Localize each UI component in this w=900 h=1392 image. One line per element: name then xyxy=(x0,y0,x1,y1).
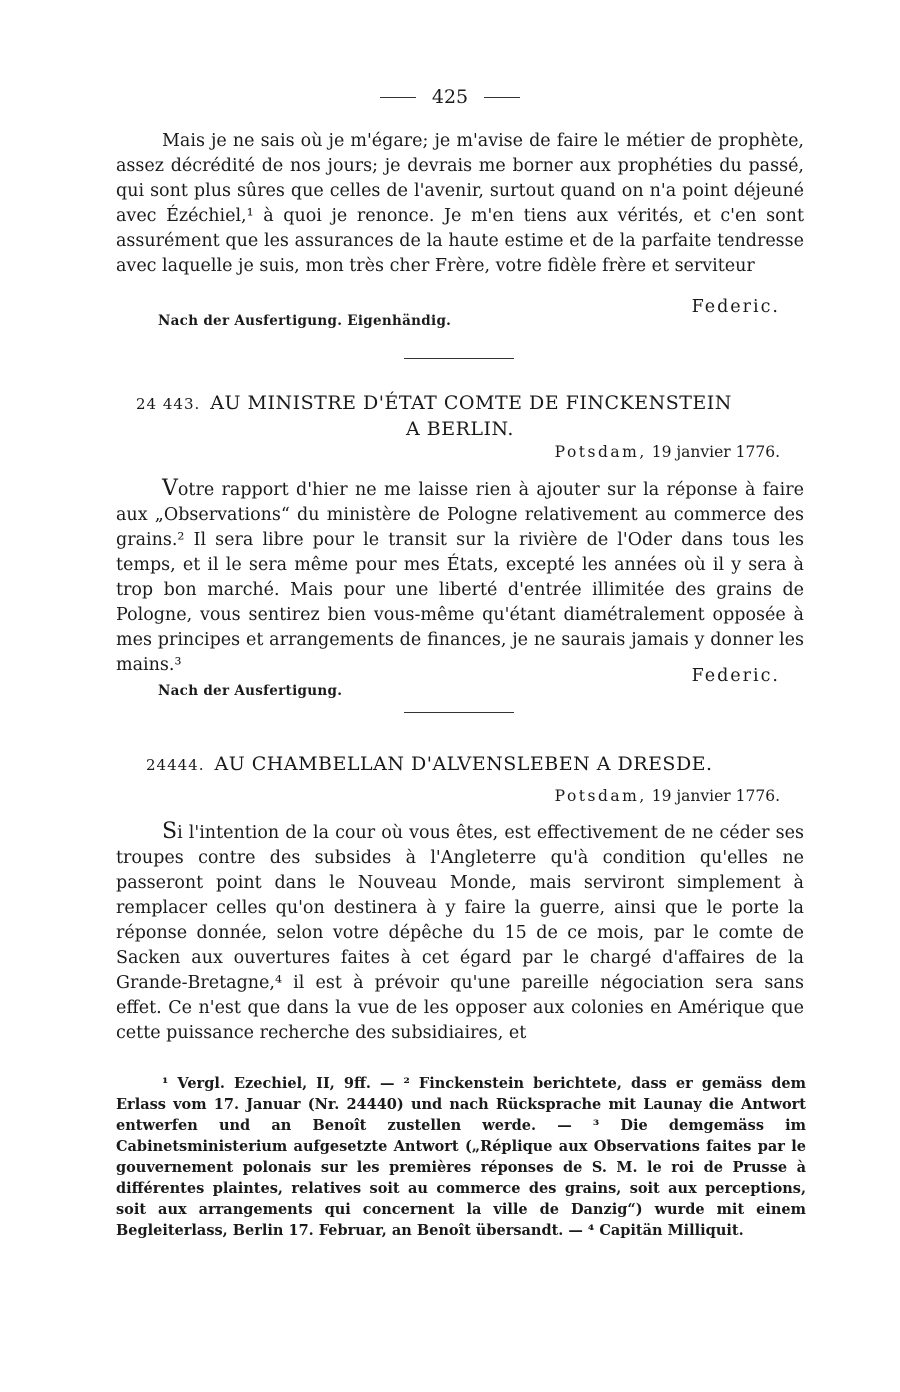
letter-24443-number: 24 443. xyxy=(136,395,201,413)
separator-rule xyxy=(404,358,514,359)
separator-rule xyxy=(404,712,514,713)
letter-24444-dateline xyxy=(555,787,780,805)
letter-24444-heading xyxy=(116,752,804,778)
letter-24443-body: otre rapport d'hier ne me laisse rien à ajouter sur la réponse à faire aux „Observations“ du ministère de Pologne relativement au commerce des grains.² Il sera libre pour le transit sur la rivière de l'Oder dans tous les temps, et il le sera même pour mes États, excepté les années où il y sera à trop bon marché. Mais pour une liberté d'entrée illimitée des grains de Pologne, vous sentirez bien vous-même qu'étant diamétralement opposée à mes principes et arrangements de finances, je ne saurais jamais y donner les mains.³ xyxy=(116,480,804,675)
letter-24443-heading-line1: AU MINISTRE D'ÉTAT COMTE DE FINCKENSTEIN xyxy=(210,392,732,414)
letter-24443-paragraph xyxy=(116,476,804,678)
letter-24444-number: 24444. xyxy=(146,756,205,774)
letter-prev-signature: Federic. xyxy=(691,297,780,317)
letter-24444-place: Potsdam, xyxy=(554,787,647,805)
letter-24443-dropcap: V xyxy=(162,476,178,501)
page-header xyxy=(0,86,900,108)
letter-24443-dateline xyxy=(555,443,780,461)
letter-24444-date: 19 janvier 1776. xyxy=(651,787,780,805)
letter-24443-source: Nach der Ausfertigung. xyxy=(158,683,343,699)
letter-24444-body: i l'intention de la cour où vous êtes, est effectivement de ne céder ses troupes contre des subsides à l'Angleterre qu'à condition qu'elles ne passeront point dans le Nouveau Monde, mais serviront simplement à remplacer celles qu'on destinera à y faire la guerre, ainsi que le porte la réponse donnée, selon votre dépêche du 15 de ce mois, par le comte de Sacken aux ouvertures faites à cet égard par le chargé d'affaires de la Grande-Bretagne,⁴ il est à prévoir qu'une pareille négociation sera sans effet. Ce n'est que dans la vue de les opposer aux colonies en Amérique que cette puissance recherche des subsidiaires, et xyxy=(116,823,804,1043)
letter-prev-paragraph: Mais je ne sais où je m'égare; je m'avise de faire le métier de prophète, assez décrédité de nos jours; je devrais me borner aux prophéties du passé, qui sont plus sûres que celles de l'avenir, surtout quand on n'a point déjeuné avec Ézéchiel,¹ à quoi je renonce. Je m'en tiens aux vérités, et c'en sont assurément que les assurances de la haute estime et de la parfaite tendresse avec laquelle je suis, mon très cher Frère, votre fidèle frère et serviteur xyxy=(116,131,804,276)
header-rule-left xyxy=(380,97,416,98)
footnotes-text: ¹ Vergl. Ezechiel, II, 9ff. — ² Finckenstein berichtete, dass er gemäss dem Erlass vom 17. Januar (Nr. 24440) und nach Rücksprache mit Launay die Antwort entwerfen und an Benoît zustellen werde. — ³ Die demgemäss im Cabinetsministerium aufgesetzte Antwort („Réplique aux Observations faites par le gouvernement polonais sur les premières réponses de S. M. le roi de Prusse à différentes plaintes, relatives soit au commerce des grains, soit aux perceptions, soit aux arrangements qui concernent la ville de Danzig“) wurde mit einem Begleiterlass, Berlin 17. Februar, an Benoît übersandt. — ⁴ Capitän Milliquit. xyxy=(116,1075,806,1239)
header-rule-right xyxy=(484,97,520,98)
letter-24444-paragraph xyxy=(116,819,804,1046)
letter-24443-signature: Federic. xyxy=(691,666,780,686)
letter-prev-source: Nach der Ausfertigung. Eigenhändig. xyxy=(158,313,452,329)
letter-24444-dropcap: S xyxy=(162,819,178,844)
letter-24443-date: 19 janvier 1776. xyxy=(651,443,780,461)
footnotes xyxy=(116,1073,806,1241)
letter-24443-place: Potsdam, xyxy=(554,443,647,461)
letter-24443-heading xyxy=(116,391,804,442)
letter-24444-heading-text: AU CHAMBELLAN D'ALVENSLEBEN A DRESDE. xyxy=(214,753,713,775)
letter-24443-heading-line2: A BERLIN. xyxy=(406,418,514,440)
page-number: 425 xyxy=(431,86,469,108)
